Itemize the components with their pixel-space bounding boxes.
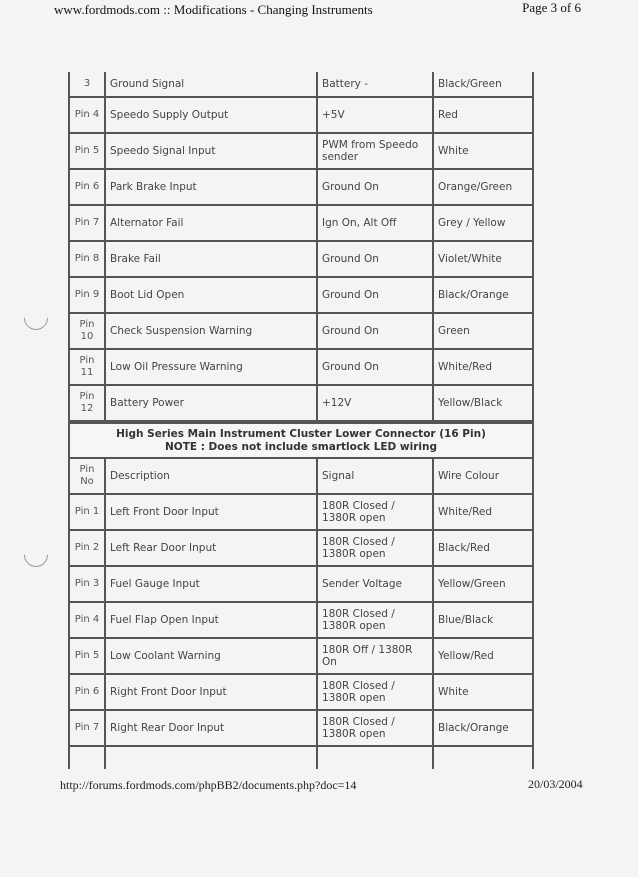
signal-cell: Ground On xyxy=(318,314,434,348)
signal-cell: 180R Closed / 1380R open xyxy=(318,495,434,529)
signal-cell: 180R Closed / 1380R open xyxy=(318,711,434,745)
table-row xyxy=(70,639,532,675)
colour-cell: Red xyxy=(438,109,458,121)
header-description: Description xyxy=(106,459,318,493)
description-cell: Battery Power xyxy=(106,386,318,420)
table-row xyxy=(70,170,532,206)
pin-cell: 3 xyxy=(70,72,106,96)
pin-cell: Pin 12 xyxy=(70,386,106,420)
description-cell: Speedo Supply Output xyxy=(106,98,318,132)
pin-cell: Pin 1 xyxy=(70,495,106,529)
pin-cell: Pin 4 xyxy=(70,98,106,132)
table-row xyxy=(70,567,532,603)
table-row xyxy=(70,134,532,170)
connector-title: High Series Main Instrument Cluster Lower Connector (16 Pin) xyxy=(116,427,486,440)
description-cell: Low Oil Pressure Warning xyxy=(106,350,318,384)
description-cell: Brake Fail xyxy=(106,242,318,276)
signal-cell: Battery - xyxy=(318,72,434,96)
pin-cell: Pin 5 xyxy=(70,134,106,168)
empty-cell xyxy=(106,747,318,769)
pin-cell: Pin 10 xyxy=(70,314,106,348)
signal-cell: PWM from Speedo sender xyxy=(318,134,434,168)
colour-cell: Black/Green xyxy=(438,78,502,90)
signal-cell: 180R Closed / 1380R open xyxy=(318,675,434,709)
colour-cell: Green xyxy=(438,325,470,337)
colour-cell: Black/Orange xyxy=(438,289,509,301)
pin-cell: Pin 6 xyxy=(70,675,106,709)
description-cell: Park Brake Input xyxy=(106,170,318,204)
pin-cell: Pin 6 xyxy=(70,170,106,204)
punch-hole-mark xyxy=(19,538,53,572)
colour-cell: Yellow/Green xyxy=(438,578,506,590)
colour-cell: Blue/Black xyxy=(438,614,494,626)
pin-cell: Pin 8 xyxy=(70,242,106,276)
signal-cell: Ground On xyxy=(318,350,434,384)
pin-cell: Pin 7 xyxy=(70,206,106,240)
pin-cell: Pin 4 xyxy=(70,603,106,637)
signal-cell: Ground On xyxy=(318,242,434,276)
header-signal: Signal xyxy=(318,459,434,493)
description-cell: Fuel Gauge Input xyxy=(106,567,318,601)
source-url: http://forums.fordmods.com/phpBB2/documents.php?doc=14 xyxy=(60,778,357,792)
header-pin: Pin No xyxy=(70,459,106,493)
signal-cell: Ground On xyxy=(318,278,434,312)
connector-note: NOTE : Does not include smartlock LED wiring xyxy=(165,440,437,453)
description-cell: Speedo Signal Input xyxy=(106,134,318,168)
description-cell: Left Rear Door Input xyxy=(106,531,318,565)
header-wire-colour: Wire Colour xyxy=(438,470,500,482)
description-cell: Ground Signal xyxy=(106,72,318,96)
table-header-row xyxy=(70,459,532,495)
table-row xyxy=(70,206,532,242)
description-cell: Right Front Door Input xyxy=(106,675,318,709)
signal-cell: 180R Closed / 1380R open xyxy=(318,531,434,565)
description-cell: Alternator Fail xyxy=(106,206,318,240)
signal-cell: Ground On xyxy=(318,170,434,204)
empty-cell xyxy=(434,747,528,769)
empty-cell xyxy=(70,747,106,769)
description-cell: Check Suspension Warning xyxy=(106,314,318,348)
signal-cell: +12V xyxy=(318,386,434,420)
table-row xyxy=(70,603,532,639)
table-row-empty xyxy=(70,747,532,769)
signal-cell: 180R Off / 1380R On xyxy=(318,639,434,673)
signal-cell: +5V xyxy=(318,98,434,132)
print-date: 20/03/2004 xyxy=(528,777,583,791)
table-row xyxy=(70,675,532,711)
description-cell: Boot Lid Open xyxy=(106,278,318,312)
colour-cell: Yellow/Black xyxy=(438,397,503,409)
table-row xyxy=(70,711,532,747)
signal-cell: Ign On, Alt Off xyxy=(318,206,434,240)
colour-cell: Black/Orange xyxy=(438,722,509,734)
pin-cell: Pin 7 xyxy=(70,711,106,745)
pin-table xyxy=(68,72,534,769)
empty-cell xyxy=(318,747,434,769)
table-row xyxy=(70,72,532,98)
table-row xyxy=(70,314,532,350)
table-row xyxy=(70,531,532,567)
table-row xyxy=(70,242,532,278)
table-row xyxy=(70,278,532,314)
page-header-title: www.fordmods.com :: Modifications - Changing Instruments xyxy=(54,2,373,17)
pin-cell: Pin 3 xyxy=(70,567,106,601)
punch-hole-mark xyxy=(19,301,53,335)
signal-cell: Sender Voltage xyxy=(318,567,434,601)
colour-cell: Violet/White xyxy=(438,253,502,265)
colour-cell: White/Red xyxy=(438,506,493,518)
pin-cell: Pin 9 xyxy=(70,278,106,312)
description-cell: Right Rear Door Input xyxy=(106,711,318,745)
pin-cell: Pin 2 xyxy=(70,531,106,565)
table-row xyxy=(70,98,532,134)
pin-cell: Pin 5 xyxy=(70,639,106,673)
connector-title-row xyxy=(70,422,532,459)
pin-cell: Pin 11 xyxy=(70,350,106,384)
colour-cell: Orange/Green xyxy=(438,181,513,193)
description-cell: Fuel Flap Open Input xyxy=(106,603,318,637)
connector-title-cell xyxy=(70,424,532,457)
table-row xyxy=(70,495,532,531)
table-row xyxy=(70,386,532,422)
description-cell: Left Front Door Input xyxy=(106,495,318,529)
colour-cell: Grey / Yellow xyxy=(438,217,506,229)
colour-cell: White xyxy=(438,686,469,698)
page-number: Page 3 of 6 xyxy=(522,0,581,15)
colour-cell: Black/Red xyxy=(438,542,490,554)
description-cell: Low Coolant Warning xyxy=(106,639,318,673)
table-row xyxy=(70,350,532,386)
signal-cell: 180R Closed / 1380R open xyxy=(318,603,434,637)
colour-cell: Yellow/Red xyxy=(438,650,494,662)
colour-cell: White xyxy=(438,145,469,157)
colour-cell: White/Red xyxy=(438,361,493,373)
